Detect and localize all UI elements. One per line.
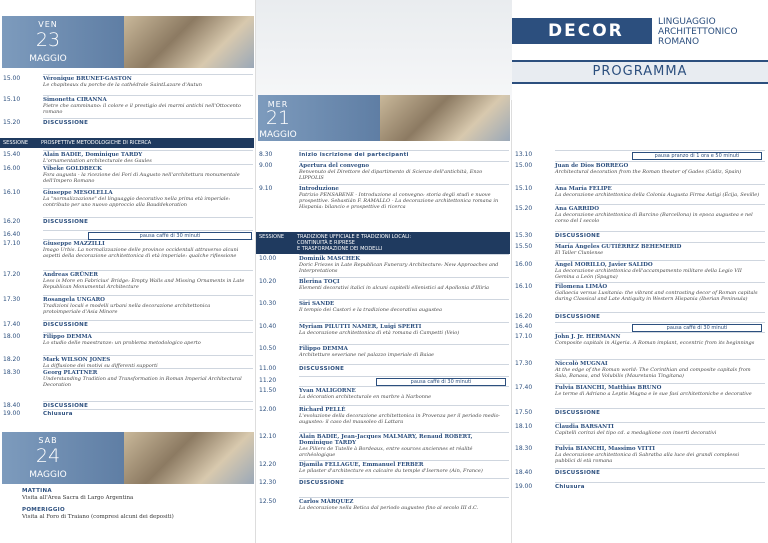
time-slot: 17.40	[3, 321, 21, 328]
row-body	[299, 388, 505, 400]
speaker-name: Apertura del convegno	[299, 163, 369, 169]
panel-friday	[0, 0, 256, 543]
friday-weekday: VEN	[38, 20, 58, 29]
brand-line3: ROMANO	[658, 37, 700, 47]
talk-title: Capitelli corinzi del tipo cd. a medaglione con inserti decorativi	[555, 430, 717, 436]
friday-month: MAGGIO	[29, 54, 67, 64]
talk-title: Understanding Tradition and Transformation in Roman Imperial Architectural Decoration	[43, 376, 242, 388]
time-slot: 16.00	[515, 261, 533, 268]
row-divider	[299, 376, 509, 377]
time-slot: 12.10	[259, 433, 277, 440]
row-body	[43, 166, 249, 184]
talk-title: Patrizio PENSABENE - Introduzione al convegno: storia degli studi e nuove prospettive. Sebastián F. RAMALLO - La decorazione architettonica romana in Hispania: bilancio e prospettive di ricerca	[299, 192, 499, 210]
row-body	[299, 256, 505, 274]
time-slot: 15.20	[515, 205, 533, 212]
time-slot: 17.10	[3, 240, 21, 247]
row-body	[43, 219, 249, 225]
row-divider	[299, 254, 509, 255]
row-divider	[299, 161, 509, 162]
speaker-name: Ángel MORILLO, Javier SALIDO	[555, 262, 653, 268]
time-slot: 10.30	[259, 300, 277, 307]
row-body	[43, 297, 249, 315]
wednesday-header	[258, 95, 510, 141]
pomeriggio-label: POMERIGGIO	[22, 507, 65, 513]
row-heading: DISCUSSIONE	[555, 314, 601, 320]
time-slot: 11.20	[259, 377, 277, 384]
time-slot: 18.00	[3, 333, 21, 340]
speaker-name: Djamila FELLAGUE, Emmanuel FERBER	[299, 462, 424, 468]
time-slot: 13.10	[515, 151, 533, 158]
row-body	[555, 334, 761, 346]
talk-title: Gallaecia versus Lusitania: the vibrant and contrasting decor of Roman capitals during Classical and Late Antiquity in Western Hispania (Iberian Peninsula)	[555, 290, 758, 302]
row-body	[555, 410, 761, 416]
time-slot: 18.40	[515, 469, 533, 476]
row-divider	[43, 164, 253, 165]
time-slot: 17.30	[3, 296, 21, 303]
row-divider	[43, 332, 253, 333]
row-body	[299, 324, 505, 336]
row-divider	[555, 322, 765, 323]
session-title: E TRASFORMAZIONE DEI MODELLI	[297, 246, 383, 252]
time-slot: 18.30	[515, 445, 533, 452]
row-divider	[555, 383, 765, 384]
row-body	[555, 361, 761, 379]
row-body	[555, 385, 761, 397]
panel-center	[256, 0, 512, 543]
talk-title: La decorazione architettonica di età romana di Campetti (Veio)	[299, 330, 460, 336]
speaker-name: Andreas GRÜNER	[43, 272, 98, 278]
row-divider	[43, 217, 253, 218]
talk-title: El Taller Clunlense	[555, 250, 604, 256]
row-divider	[555, 204, 765, 205]
speaker-name: Filippo DEMMA	[43, 334, 92, 340]
speaker-name: Filomena LIMÃO	[555, 284, 608, 290]
talk-title: Il tempio dei Castori e la tradizione decorativa augustea	[299, 307, 442, 313]
speaker-name: Mark WILSON JONES	[43, 357, 111, 363]
time-slot: 9.10	[259, 185, 273, 192]
session-title: CONTINUITÀ E RIPRESE	[297, 240, 355, 246]
speaker-name: Simonetta CIRANNA	[43, 97, 107, 103]
row-divider	[299, 432, 509, 433]
time-slot: 15.00	[3, 75, 21, 82]
time-slot: 18.20	[3, 356, 21, 363]
talk-title: Elementi decorativi italici in alcuni capitelli ellenistici ad Apollonia d'Illiria	[299, 285, 490, 291]
brand-line1: LINGUAGGIO	[658, 17, 716, 27]
time-slot: 15.10	[3, 96, 21, 103]
talk-title: Imago Urbis. La normalizzazione delle province occidentali attraverso alcuni aspetti della decorazione architettonica di età imperiale: qualche riflessione	[43, 247, 239, 259]
row-divider	[555, 408, 765, 409]
row-body	[299, 407, 505, 425]
time-slot: 16.10	[515, 283, 533, 290]
row-divider	[43, 401, 253, 402]
row-body	[555, 163, 761, 175]
brand-subtitle	[658, 17, 738, 47]
talk-title: L'evoluzione della decorazione architettonica in Provenza per il periodo medio-augusteo: il caso del mausoleo di Lattara	[299, 413, 501, 425]
speaker-name: Alain BADIE, Dominique TARDY	[43, 152, 143, 158]
talk-title: Lo studio delle maestranze: un problema metodologico aperto	[43, 340, 201, 346]
row-heading: Inizio iscrizione dei partecipanti	[299, 152, 409, 158]
speaker-name: María Ángeles GUTIÉRREZ BEHEMERID	[555, 244, 682, 250]
session-banner	[256, 232, 510, 254]
row-body	[43, 152, 249, 164]
row-divider	[555, 422, 765, 423]
row-divider	[43, 230, 253, 231]
mattina-label: MATTINA	[22, 488, 52, 494]
time-slot: 18.40	[3, 402, 21, 409]
saturday-header	[2, 432, 254, 484]
talk-title: La decorazione architettonica della Colonia Augusta Firma Astigi (Écija, Seville)	[555, 192, 760, 198]
row-divider	[555, 150, 765, 151]
speaker-name: Yvan MALIGORNE	[299, 388, 356, 394]
row-divider	[43, 270, 253, 271]
row-body	[299, 163, 505, 181]
row-divider	[299, 299, 509, 300]
talk-title: La "normalizzazione" del linguaggio decorativo nella prima età imperiale: contributo per uno nuovo approccio alla Bauddekoration	[43, 196, 231, 208]
row-divider	[43, 188, 253, 189]
time-slot: 17.40	[515, 384, 533, 391]
speaker-name: Blerina TOÇI	[299, 279, 340, 285]
talk-title: Le chapiteaux du porche de la cathédrale SaintLazare d'Autun	[43, 82, 202, 88]
talk-title: Le terme di Adriano a Leptis Magna e le sue fasi architettoniche e decorative	[555, 391, 752, 397]
friday-day: 23	[35, 29, 61, 51]
row-body	[43, 370, 249, 388]
speaker-name: Vibeke GOLDBECK	[43, 166, 102, 172]
row-body	[43, 76, 249, 88]
row-divider	[555, 161, 765, 162]
speaker-name: John J. Jr. HERMANN	[555, 334, 621, 340]
row-divider	[555, 332, 765, 333]
time-slot: 12.20	[259, 461, 277, 468]
row-divider	[43, 118, 253, 119]
row-divider	[555, 260, 765, 261]
coffee-break-box: pausa caffè di 30 minuti	[376, 378, 506, 386]
row-body	[43, 241, 249, 259]
talk-title: Benvenuto del Direttore del dipartimento di Scienze dell'antichità, Enzo LIPPOLIS	[299, 169, 483, 181]
row-divider	[299, 150, 509, 151]
time-slot: 12.30	[259, 479, 277, 486]
time-slot: 11.50	[259, 387, 277, 394]
row-divider	[555, 231, 765, 232]
speaker-name: Juan de Dios BORREGO	[555, 163, 629, 169]
row-divider	[43, 355, 253, 356]
row-divider	[299, 184, 509, 185]
time-slot: 15.50	[515, 243, 533, 250]
time-slot: 8.30	[259, 151, 273, 158]
speaker-name: Myriam PILUTTI NAMER, Luigi SPERTI	[299, 324, 422, 330]
brand-area	[512, 0, 768, 140]
row-divider	[299, 460, 509, 461]
row-divider	[299, 478, 509, 479]
time-slot: 19.00	[515, 483, 533, 490]
row-body	[299, 499, 505, 511]
wednesday-weekday: MER	[267, 100, 289, 109]
time-slot: 17.30	[515, 360, 533, 367]
decor-logo: DECOR	[512, 18, 652, 44]
row-body	[299, 346, 505, 358]
time-slot: 17.50	[515, 409, 533, 416]
wednesday-month: MAGGIO	[259, 130, 297, 140]
row-body	[555, 484, 761, 490]
coffee-break-box: pausa pranzo di 1 ora e 50 minuti	[632, 152, 762, 160]
row-heading: DISCUSSIONE	[299, 480, 345, 486]
talk-title: L'ornamentation architecturale des Gaules	[43, 158, 152, 164]
speaker-name: Alain BADIE, Jean-Jacques MALMARY, Renaud ROBERT, Dominique TARDY	[299, 434, 473, 446]
coffee-break-box: pausa caffè di 30 minuti	[632, 324, 762, 332]
row-heading: Chiusura	[43, 411, 73, 417]
talk-title: Architetture severiane nel palazzo imperiale di Baiae	[299, 352, 435, 358]
time-slot: 15.30	[515, 232, 533, 239]
speaker-name: Introduzione	[299, 186, 339, 192]
row-divider	[299, 497, 509, 498]
time-slot: 10.00	[259, 255, 277, 262]
mattina-text: Visita all'Area Sacra di Largo Argentina	[22, 495, 134, 501]
row-divider	[555, 312, 765, 313]
friday-header	[2, 16, 254, 68]
header-photo	[124, 432, 254, 484]
row-divider	[299, 364, 509, 365]
session-banner	[0, 138, 254, 148]
session-key: SESSIONE	[3, 140, 28, 146]
talk-title: Les Piliers de Tutelle à Bordeaux, entre sources anciennes et réalité archéologique	[299, 446, 473, 458]
speaker-name: Giuseppe MAZZILLI	[43, 241, 105, 247]
row-heading: Chiusura	[555, 484, 585, 490]
row-body	[555, 470, 761, 476]
time-slot: 12.50	[259, 498, 277, 505]
row-divider	[299, 322, 509, 323]
time-slot: 10.50	[259, 345, 277, 352]
row-body	[555, 284, 761, 302]
row-heading: DISCUSSIONE	[43, 120, 89, 126]
row-body	[555, 186, 761, 198]
row-divider	[555, 444, 765, 445]
header-photo	[380, 95, 510, 141]
row-divider	[43, 295, 253, 296]
speaker-name: Rosangela UNGARO	[43, 297, 105, 303]
talk-title: Less is More en Fabricius' Bridge: Empty Walls and Missing Ornaments in Late Republican Monumental Architecture	[43, 278, 245, 290]
speaker-name: Niccolò MUGNAI	[555, 361, 608, 367]
row-body	[43, 190, 249, 208]
row-body	[299, 279, 505, 291]
row-body	[43, 120, 249, 126]
row-body	[299, 186, 505, 210]
programma-banner: PROGRAMMA	[512, 60, 768, 84]
row-divider	[555, 242, 765, 243]
row-heading: DISCUSSIONE	[555, 410, 601, 416]
talk-title: La decorazione architettonica di Barcino (Barcellona) in epoca augustea e nel corso del I secolo	[555, 212, 753, 224]
row-divider	[299, 386, 509, 387]
speaker-name: Giuseppe MESOLELLA	[43, 190, 113, 196]
row-body	[555, 314, 761, 320]
time-slot: 18.30	[3, 369, 21, 376]
talk-title: La decorazione nella Betica dal periodo augusteo fino al secolo III d.C.	[299, 505, 479, 511]
row-body	[299, 434, 505, 458]
saturday-visits	[22, 488, 250, 521]
time-slot: 15.00	[515, 162, 533, 169]
row-body	[43, 322, 249, 328]
time-slot: 9.00	[259, 162, 273, 169]
talk-title: At the edge of the Roman world: The Corinthian and composite capitals from Sala, Banasa, and Volubilis (Mauretania Tingitana)	[555, 367, 751, 379]
session-title: TRADIZIONE UFFICIALE E TRADIZIONI LOCALI:	[297, 234, 412, 240]
row-heading: DISCUSSIONE	[299, 366, 345, 372]
row-divider	[43, 74, 253, 75]
talk-title: Pietre che camminano: il colore e il prestigio dei marmi antichi nell'Ottocento romano	[43, 103, 241, 115]
speaker-name: Richard PELLÉ	[299, 407, 346, 413]
brand-line2: ARCHITETTONICO	[658, 27, 738, 37]
talk-title: Le pilaster d'architecture en calcaire du temple d'Isernore (Ain, France)	[299, 468, 483, 474]
speaker-name: Claudia BARSANTI	[555, 424, 614, 430]
time-slot: 10.40	[259, 323, 277, 330]
talk-title: Doric Friezes in Late Republican Funerary Architecture: New Approaches and Interpretations	[299, 262, 499, 274]
row-divider	[299, 344, 509, 345]
session-key: SESSIONE	[259, 234, 284, 240]
row-divider	[43, 368, 253, 369]
time-slot: 15.20	[3, 119, 21, 126]
row-divider	[299, 277, 509, 278]
time-slot: 15.40	[3, 151, 21, 158]
time-slot: 11.00	[259, 365, 277, 372]
row-heading: DISCUSSIONE	[43, 219, 89, 225]
row-body	[555, 262, 761, 280]
speaker-name: Carlos MÁRQUEZ	[299, 499, 354, 505]
speaker-name: Fulvia BIANCHI, Matthias BRUNO	[555, 385, 662, 391]
pomeriggio-text: Visita al Foro di Traiano (compresi alcuni dei depositi)	[22, 514, 174, 520]
speaker-name: Ana María FELIPE	[555, 186, 612, 192]
time-slot: 16.00	[3, 165, 21, 172]
row-divider	[43, 95, 253, 96]
time-slot: 16.10	[3, 189, 21, 196]
row-body	[299, 301, 505, 313]
row-body	[43, 334, 249, 346]
saturday-day: 24	[35, 445, 61, 467]
time-slot: 16.20	[515, 313, 533, 320]
row-body	[299, 480, 505, 486]
time-slot: 12.00	[259, 406, 277, 413]
row-body	[555, 233, 761, 239]
time-slot: 18.10	[515, 423, 533, 430]
talk-title: La decorazione architettonica di Sabratha alla luce dei grandi complessi pubblici di età romana	[555, 452, 740, 464]
speaker-name: Filippo DEMMA	[299, 346, 348, 352]
row-body	[555, 206, 761, 224]
time-slot: 17.20	[3, 271, 21, 278]
row-divider	[555, 359, 765, 360]
row-divider	[555, 482, 765, 483]
session-title: PROSPETTIVE METODOLOGICHE DI RICERCA	[41, 140, 152, 146]
row-body	[43, 411, 249, 417]
time-slot: 19.00	[3, 410, 21, 417]
row-heading: DISCUSSIONE	[555, 233, 601, 239]
time-slot: 15.10	[515, 185, 533, 192]
row-divider	[555, 184, 765, 185]
time-slot: 16.40	[515, 323, 533, 330]
row-heading: DISCUSSIONE	[555, 470, 601, 476]
row-divider	[43, 320, 253, 321]
row-body	[555, 424, 761, 436]
speaker-name: Siri SANDE	[299, 301, 335, 307]
row-body	[555, 244, 761, 256]
row-divider	[43, 409, 253, 410]
header-photo	[124, 16, 254, 68]
talk-title: Composite capitals in Algeria. A Roman implant, eccentric from its beginnings	[555, 340, 755, 346]
row-divider	[555, 282, 765, 283]
speaker-name: Véronique BRUNET-GASTON	[43, 76, 132, 82]
row-divider	[555, 468, 765, 469]
row-body	[43, 272, 249, 290]
row-body	[555, 446, 761, 464]
coffee-break-box: pausa caffè di 30 minuti	[88, 232, 252, 240]
time-slot: 17.10	[515, 333, 533, 340]
row-body	[299, 366, 505, 372]
talk-title: La décoration architecturale en marbre à Narbonne	[299, 394, 432, 400]
row-divider	[43, 150, 253, 151]
center-top-area	[256, 0, 512, 100]
row-heading: DISCUSSIONE	[43, 322, 89, 328]
row-body	[299, 462, 505, 474]
row-body	[299, 152, 505, 158]
wednesday-day: 21	[265, 107, 291, 129]
row-divider	[299, 405, 509, 406]
row-heading: DISCUSSIONE	[43, 403, 89, 409]
talk-title: La diffusione dei motivi su differenti supporti	[43, 363, 158, 369]
speaker-name: Georg PLATTNER	[43, 370, 98, 376]
speaker-name: Fulvia BIANCHI, Massimo VITTI	[555, 446, 655, 452]
time-slot: 16.20	[3, 218, 21, 225]
speaker-name: Ana GARRIDO	[555, 206, 599, 212]
row-body	[43, 97, 249, 115]
talk-title: Architectural decoration from the Roman theater of Gades (Cádiz, Spain)	[555, 169, 742, 175]
saturday-weekday: SAB	[38, 436, 58, 445]
talk-title: Fora augusta - la ricezione dei Fori di Augusto nell'architettura monumentale dell'Impero Romano	[43, 172, 240, 184]
speaker-name: Dominik MASCHEK	[299, 256, 361, 262]
time-slot: 10.20	[259, 278, 277, 285]
time-slot: 16.40	[3, 231, 21, 238]
saturday-month: MAGGIO	[29, 470, 67, 480]
talk-title: La decorazione architettonica dell'accampamento militare della Legio VII Gemina a León (Spagna)	[555, 268, 742, 280]
talk-title: Tradizioni locali e modelli urbani nella decorazione architettonica protoimperiale d'Asia Minore	[43, 303, 211, 315]
